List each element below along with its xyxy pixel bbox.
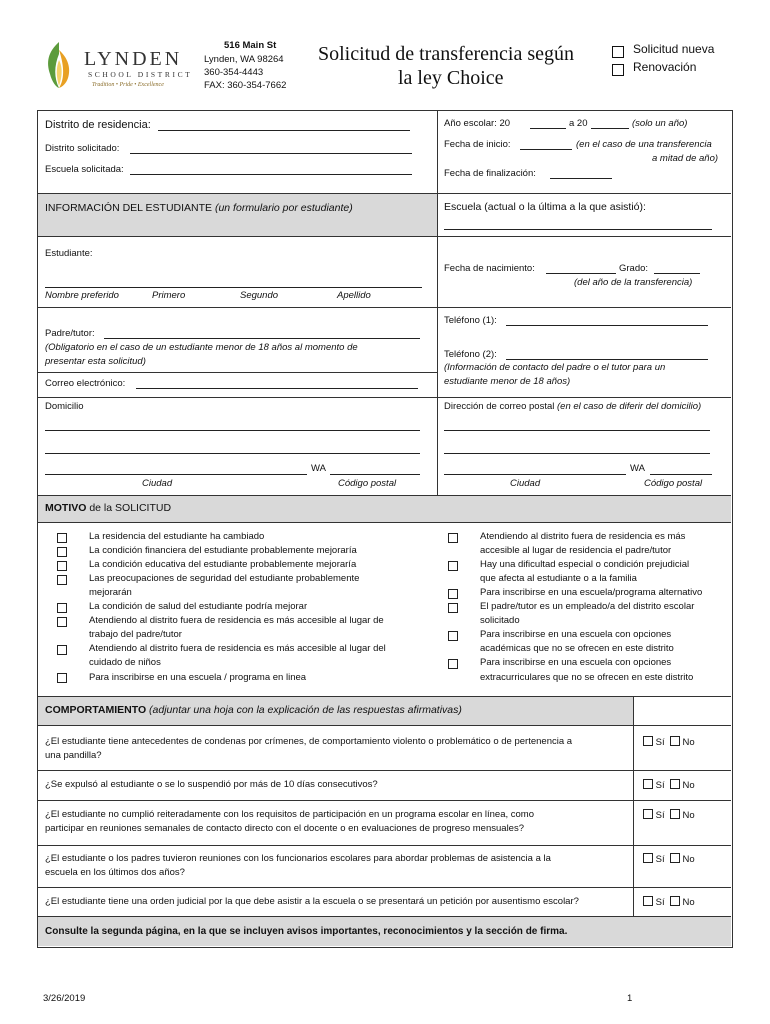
question-5-line-1: ¿El estudiante tiene una orden judicial por la que debe asistir a la escuela o se presentará un petición por ausentismo escolar? bbox=[45, 896, 579, 907]
district-logo bbox=[40, 38, 200, 94]
reason-text: La condición educativa del estudiante probablemente mejoraría bbox=[89, 559, 357, 570]
yes-checkbox[interactable] bbox=[643, 853, 653, 863]
student-title-note: (un formulario por estudiante) bbox=[214, 202, 353, 214]
start-note-1: (en el caso de una transferencia bbox=[576, 139, 712, 150]
no-label: No bbox=[682, 897, 695, 908]
yes-checkbox[interactable] bbox=[643, 736, 653, 746]
city-line: Lynden, WA 98264 bbox=[204, 54, 284, 65]
dob-label: Fecha de nacimiento: bbox=[444, 263, 535, 274]
grade-note: (del año de la transferencia) bbox=[574, 277, 693, 288]
mail-zip-input[interactable] bbox=[650, 474, 712, 475]
reason-checkbox[interactable] bbox=[57, 645, 67, 655]
reason-text: La condición financiera del estudiante probablemente mejoraría bbox=[89, 545, 357, 556]
logo-tagline: Tradition • Pride • Excellence bbox=[92, 82, 164, 88]
no-checkbox[interactable] bbox=[670, 809, 680, 819]
reason-checkbox[interactable] bbox=[448, 561, 458, 571]
no-checkbox[interactable] bbox=[670, 736, 680, 746]
yes-label: Sí bbox=[655, 780, 665, 791]
reason-text: Para inscribirse en una escuela/programa alternativo bbox=[480, 587, 703, 598]
question-4-line-1: ¿El estudiante o los padres tuvieron reuniones con los funcionarios escolares para abordar problemas de asistencia a la bbox=[45, 853, 551, 864]
address-line-2[interactable] bbox=[45, 453, 420, 454]
reason-text: El padre/tutor es un empleado/a del distrito escolar bbox=[480, 601, 695, 612]
mail-label-text: Dirección de correo postal bbox=[444, 401, 555, 412]
yes-label: Sí bbox=[655, 737, 665, 748]
yes-checkbox[interactable] bbox=[643, 779, 653, 789]
start-note-2: a mitad de año) bbox=[652, 153, 719, 164]
yes-checkbox[interactable] bbox=[643, 809, 653, 819]
reason-section-title bbox=[45, 502, 171, 514]
answer-group bbox=[643, 736, 695, 748]
rule bbox=[38, 236, 731, 237]
mail-label bbox=[444, 401, 701, 412]
year-prefix: Año escolar: 20 bbox=[444, 118, 511, 129]
current-school-input[interactable] bbox=[444, 229, 712, 230]
phone2-input[interactable] bbox=[506, 359, 708, 360]
page-title-2: la ley Choice bbox=[398, 67, 504, 89]
email-input[interactable] bbox=[136, 388, 418, 389]
reason-checkbox[interactable] bbox=[57, 603, 67, 613]
reason-text: Atendiendo al distrito fuera de residencia es más bbox=[480, 531, 686, 542]
reason-text: accesible al lugar de residencia el padre/tutor bbox=[480, 545, 672, 556]
page-title-1: Solicitud de transferencia según bbox=[318, 43, 575, 65]
rule bbox=[38, 307, 731, 308]
reason-text: Hay una dificultad especial o condición prejudicial bbox=[480, 559, 690, 570]
yes-label: Sí bbox=[655, 810, 665, 821]
question-3-line-2: participar en reuniones semanales de contacto directo con el docente o en evaluaciones de progreso mensuales? bbox=[45, 823, 524, 834]
yes-label: Sí bbox=[655, 854, 665, 865]
parent-note-2: presentar esta solicitud) bbox=[45, 356, 146, 367]
address-city-label: Ciudad bbox=[142, 478, 173, 489]
mail-city-input[interactable] bbox=[444, 474, 626, 475]
rule bbox=[38, 495, 731, 496]
renewal-label: Renovación bbox=[633, 60, 697, 74]
reason-text: académicas que no se ofrecen en este distrito bbox=[480, 643, 674, 654]
phone-note-2: estudiante menor de 18 años) bbox=[444, 376, 571, 387]
phone1-label: Teléfono (1): bbox=[444, 315, 497, 326]
reason-checkbox[interactable] bbox=[57, 673, 67, 683]
yes-label: Sí bbox=[655, 897, 665, 908]
rule bbox=[38, 397, 731, 398]
behavior-title-text: COMPORTAMIENTO bbox=[45, 704, 147, 716]
reason-title-bold: MOTIVO bbox=[45, 502, 87, 514]
email-label: Correo electrónico: bbox=[45, 378, 126, 389]
reason-checkbox[interactable] bbox=[448, 659, 458, 669]
renewal-checkbox[interactable] bbox=[612, 64, 624, 76]
residence-label: Distrito de residencia: bbox=[45, 119, 151, 131]
no-checkbox[interactable] bbox=[670, 779, 680, 789]
residence-input[interactable] bbox=[158, 130, 410, 131]
reason-checkbox[interactable] bbox=[448, 603, 458, 613]
reason-text: extracurriculares que no se ofrecen en este distrito bbox=[480, 672, 694, 683]
reason-text: Atendiendo al distrito fuera de residencia es más accesible al lugar de bbox=[89, 615, 384, 626]
current-school-label: Escuela (actual o la última a la que asistió): bbox=[444, 201, 646, 213]
no-label: No bbox=[682, 810, 695, 821]
school-label: Escuela solicitada: bbox=[45, 164, 124, 175]
rule bbox=[38, 887, 731, 888]
student-name-input[interactable] bbox=[45, 287, 422, 288]
name-part-preferred: Nombre preferido bbox=[45, 290, 119, 301]
reason-text: Atendiendo al distrito fuera de residencia es más accesible al lugar del bbox=[89, 643, 386, 654]
name-part-last: Apellido bbox=[337, 290, 371, 301]
reason-checkbox[interactable] bbox=[57, 617, 67, 627]
column-divider bbox=[437, 110, 438, 495]
year-note: (solo un año) bbox=[632, 118, 688, 129]
rule bbox=[38, 522, 731, 523]
grade-input[interactable] bbox=[654, 273, 700, 274]
reason-title-rest: de la SOLICITUD bbox=[86, 502, 172, 514]
behavior-title-note: (adjuntar una hoja con la explicación de las respuestas afirmativas) bbox=[149, 704, 462, 716]
logo-name: LYNDEN bbox=[84, 48, 183, 70]
parent-note-1: (Obligatorio en el caso de un estudiante menor de 18 años al momento de bbox=[45, 342, 358, 353]
start-input[interactable] bbox=[520, 149, 572, 150]
end-label: Fecha de finalización: bbox=[444, 168, 536, 179]
start-label: Fecha de inicio: bbox=[444, 139, 511, 150]
student-section-title bbox=[45, 202, 353, 214]
flame-logo-icon bbox=[44, 40, 74, 90]
grade-label: Grado: bbox=[619, 263, 649, 274]
year-from-input[interactable] bbox=[530, 128, 566, 129]
address-line-1[interactable] bbox=[45, 430, 420, 431]
reason-text: Para inscribirse en una escuela / programa en linea bbox=[89, 672, 307, 683]
rule bbox=[38, 800, 731, 801]
mail-zip-label: Código postal bbox=[644, 478, 703, 489]
no-label: No bbox=[682, 854, 695, 865]
dob-input[interactable] bbox=[546, 273, 616, 274]
no-label: No bbox=[682, 737, 695, 748]
mail-line-2[interactable] bbox=[444, 453, 710, 454]
logo-sub: SCHOOL DISTRICT bbox=[88, 70, 193, 79]
address-city-input[interactable] bbox=[45, 474, 307, 475]
phone1-input[interactable] bbox=[506, 325, 708, 326]
yes-checkbox[interactable] bbox=[643, 896, 653, 906]
new-request-checkbox[interactable] bbox=[612, 46, 624, 58]
mail-city-label: Ciudad bbox=[510, 478, 541, 489]
question-2-line-1: ¿Se expulsó al estudiante o se lo suspendió por más de 10 días consecutivos? bbox=[45, 779, 378, 790]
column-divider bbox=[633, 696, 634, 916]
reason-text: solicitado bbox=[480, 615, 520, 626]
reason-text: Para inscribirse en una escuela con opciones bbox=[480, 657, 672, 668]
rule bbox=[38, 845, 731, 846]
student-title-text: INFORMACIÓN DEL ESTUDIANTE bbox=[45, 202, 213, 214]
reason-text: Para inscribirse en una escuela con opciones bbox=[480, 629, 672, 640]
phone-line: 360-354-4443 bbox=[204, 67, 264, 78]
page-number: 1 bbox=[627, 993, 633, 1004]
address-wa: WA bbox=[311, 463, 326, 474]
answer-group bbox=[643, 853, 695, 865]
reason-text: que afecta al estudiante o a la familia bbox=[480, 573, 637, 584]
reason-checkbox[interactable] bbox=[57, 575, 67, 585]
requested-input[interactable] bbox=[130, 153, 412, 154]
name-part-middle: Segundo bbox=[240, 290, 279, 301]
end-input[interactable] bbox=[550, 178, 612, 179]
behavior-section-title bbox=[45, 704, 462, 716]
address-zip-label: Código postal bbox=[338, 478, 397, 489]
mail-line-1[interactable] bbox=[444, 430, 710, 431]
year-to-input[interactable] bbox=[591, 128, 629, 129]
rule bbox=[38, 770, 731, 771]
school-input[interactable] bbox=[130, 174, 412, 175]
no-checkbox[interactable] bbox=[670, 853, 680, 863]
question-3-line-1: ¿El estudiante no cumplió reiteradamente con los requisitos de participación en un programa escolar en línea, como bbox=[45, 809, 534, 820]
address-label: Domicilio bbox=[45, 401, 84, 412]
mail-wa: WA bbox=[630, 463, 645, 474]
phone-note-1: (Información de contacto del padre o el tutor para un bbox=[444, 362, 666, 373]
reason-text: trabajo del padre/tutor bbox=[89, 629, 182, 640]
phone2-label: Teléfono (2): bbox=[444, 349, 497, 360]
reason-text: La residencia del estudiante ha cambiado bbox=[89, 531, 265, 542]
parent-label: Padre/tutor: bbox=[45, 328, 95, 339]
requested-label: Distrito solicitado: bbox=[45, 143, 120, 154]
reason-text: Las preocupaciones de seguridad del estudiante probablemente bbox=[89, 573, 360, 584]
mail-label-note: (en el caso de diferir del domicilio) bbox=[557, 401, 702, 412]
question-4-line-2: escuela en los últimos dos años? bbox=[45, 867, 185, 878]
footer-date: 3/26/2019 bbox=[43, 993, 86, 1004]
second-page-notice: Consulte la segunda página, en la que se incluyen avisos importantes, reconocimientos y la sección de firma. bbox=[45, 926, 568, 937]
reason-checkbox[interactable] bbox=[448, 631, 458, 641]
reason-text: mejorarán bbox=[89, 587, 132, 598]
student-info-bar bbox=[38, 193, 437, 236]
reason-checkbox[interactable] bbox=[57, 547, 67, 557]
rule bbox=[38, 193, 731, 194]
rule bbox=[38, 725, 731, 726]
reason-checkbox[interactable] bbox=[57, 561, 67, 571]
answer-group bbox=[643, 779, 695, 791]
reason-text: La condición de salud del estudiante podría mejorar bbox=[89, 601, 308, 612]
no-checkbox[interactable] bbox=[670, 896, 680, 906]
answer-group bbox=[643, 809, 695, 821]
question-1-line-2: una pandilla? bbox=[45, 750, 102, 761]
reason-checkbox[interactable] bbox=[448, 533, 458, 543]
rule bbox=[38, 916, 731, 917]
reason-text: cuidado de niños bbox=[89, 657, 161, 668]
rule bbox=[38, 696, 731, 697]
answer-group bbox=[643, 896, 695, 908]
name-part-first: Primero bbox=[152, 290, 186, 301]
reason-checkbox[interactable] bbox=[448, 589, 458, 599]
student-label: Estudiante: bbox=[45, 248, 93, 259]
new-request-label: Solicitud nueva bbox=[633, 42, 715, 56]
rule bbox=[38, 372, 438, 373]
reason-checkbox[interactable] bbox=[57, 533, 67, 543]
fax-line: FAX: 360-354-7662 bbox=[204, 80, 287, 91]
parent-input[interactable] bbox=[104, 338, 420, 339]
year-mid: a 20 bbox=[569, 118, 588, 129]
address-line: 516 Main St bbox=[224, 40, 277, 51]
no-label: No bbox=[682, 780, 695, 791]
question-1-line-1: ¿El estudiante tiene antecedentes de condenas por crímenes, de comportamiento violento o problemático o de pertenencia a bbox=[45, 736, 573, 747]
address-zip-input[interactable] bbox=[330, 474, 420, 475]
